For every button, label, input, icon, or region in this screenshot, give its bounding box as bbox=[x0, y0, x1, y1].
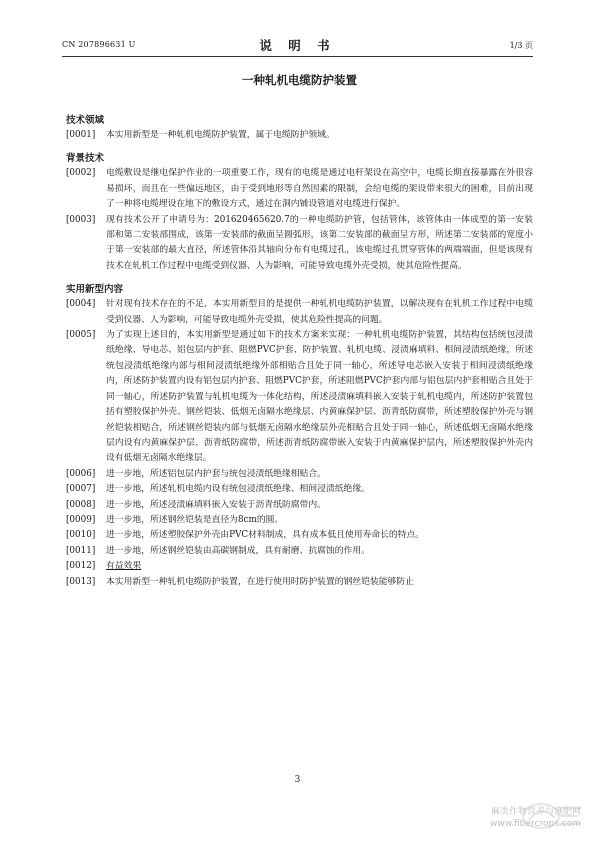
paragraph-number: [0010] bbox=[66, 530, 96, 541]
document-body bbox=[66, 72, 533, 590]
paragraph bbox=[66, 528, 533, 543]
page-indicator: 1/3 页 bbox=[509, 41, 533, 50]
watermark-line-2: www.fibercrops.com bbox=[490, 819, 581, 829]
paragraph-text: 进一步地，所述轧机电缆内设有统包浸渍纸绝缘、相间浸渍纸绝缘。 bbox=[106, 484, 370, 495]
paragraph-number: [0006] bbox=[66, 468, 96, 479]
paragraph-text: 为了实现上述目的，本实用新型是通过如下的技术方案来实现：一种轧机电缆防护装置，其结构包括统包浸渍纸绝缘、导电芯、铝包层内护套、阻燃PVC护套、防护装置、轧机电缆、浸渍麻填料、相间浸渍纸绝缘，所述统包浸渍纸绝缘内部与相间浸渍纸绝缘外部相贴合且处于同一轴心，所述导电芯嵌入安装于相间浸渍纸绝缘内，所述防护装置内设有铝包层内护套、阻燃PVC护套，所述阻燃PVC护套内部与铝包层内护套相贴合且处于同一轴心，所述防护装置与轧机电缆为一体化结构，所述浸渍麻填料嵌入安装于轧机电缆内，所述防护装置包括有塑胶保护外壳、钢丝铠装、低烟无卤隔水绝缘层、内黄麻保护层、沥青纸防腐带，所述塑胶保护外壳与钢丝铠装相贴合，所述钢丝铠装内部与低烟无卤隔水绝缘层外壳相贴合且处于同一轴心，所述低烟无卤隔水绝缘层内设有内黄麻保护层、沥青纸防腐带，所述沥青纸防腐带嵌入安装于内黄麻保护层内，所述塑胶保护外壳内设有低烟无卤隔水绝缘层。 bbox=[106, 330, 533, 464]
watermark-line-1: 麻类作物营养与施肥网 bbox=[490, 807, 581, 817]
paragraph-number: [0007] bbox=[66, 484, 96, 495]
paragraph-number: [0013] bbox=[66, 576, 96, 587]
paragraph bbox=[66, 544, 533, 559]
paragraph bbox=[66, 559, 533, 574]
section-heading: 背景技术 bbox=[66, 153, 105, 165]
paragraph-text: 本实用新型是一种轧机电缆防护装置，属于电缆防护领域。 bbox=[106, 130, 335, 140]
paragraph bbox=[66, 467, 533, 482]
paragraph-number: [0011] bbox=[66, 545, 96, 556]
paragraph-text: 有益效果 bbox=[106, 561, 142, 572]
paragraph bbox=[66, 482, 533, 497]
paragraph-text: 现有技术公开了申请号为：201620465620.7的一种电缆防护管，包括管体，该管体由一体成型的第一安装部和第二安装部围成，该第一安装部的截面呈圆弧形，该第二安装部的截面呈方形，所述第二安装部的宽度小于第一安装部的最大直径，所述管体沿其轴向分布有电缆过孔，该电缆过孔贯穿管体的两端端面，但是该现有技术在轧机工作过程中电缆受到仪器、人为影响，可能导致电缆外壳受损，使其危险性提高。 bbox=[106, 214, 533, 271]
paragraph-number: [0008] bbox=[66, 499, 96, 510]
section-heading: 技术领域 bbox=[66, 115, 105, 126]
document-title: 一种轧机电缆防护装置 bbox=[242, 73, 357, 87]
paragraph-number: [0004] bbox=[66, 299, 96, 310]
paragraph-text: 进一步地，所述钢丝铠装是直径为8cm的圆。 bbox=[106, 514, 284, 525]
paragraph-number: [0001] bbox=[66, 130, 96, 140]
header-title: 说 明 书 bbox=[259, 38, 336, 53]
paragraph bbox=[66, 297, 533, 328]
paragraph-text: 本实用新型一种轧机电缆防护装置，在进行使用时防护装置的钢丝铠装能够防止 bbox=[106, 576, 414, 587]
section-heading: 实用新型内容 bbox=[66, 284, 124, 296]
paragraph-text: 进一步地，所述塑胶保护外壳由PVC材料制成，具有成本低且使用寿命长的特点。 bbox=[106, 530, 425, 541]
paragraph bbox=[66, 328, 533, 467]
paragraph-text: 进一步地，所述铝包层内护套与统包浸渍纸绝缘相贴合。 bbox=[106, 468, 326, 479]
paragraph bbox=[66, 166, 533, 212]
paragraph bbox=[66, 498, 533, 513]
paragraph-number: [0005] bbox=[66, 330, 96, 341]
page-header bbox=[62, 36, 533, 57]
paragraph bbox=[66, 213, 533, 275]
paragraph-number: [0003] bbox=[66, 214, 96, 225]
paragraph-number: [0009] bbox=[66, 514, 96, 525]
paragraph bbox=[66, 128, 533, 143]
paragraph bbox=[66, 513, 533, 528]
paragraph-text: 进一步地，所述浸渍麻填料嵌入安装于沥青纸防腐带内。 bbox=[106, 499, 326, 510]
watermark bbox=[490, 806, 581, 830]
page-number: 3 bbox=[294, 775, 301, 785]
doc-number: CN 207896631 U bbox=[62, 40, 136, 49]
paragraph-number: [0002] bbox=[66, 168, 96, 179]
paragraph bbox=[66, 575, 533, 590]
paragraph-text: 针对现有技术存在的不足，本实用新型目的是提供一种轧机电缆防护装置，以解决现有在轧机工作过程中电缆受到仪器、人为影响，可能导致电缆外壳受损，使其危险性提高的问题。 bbox=[106, 299, 533, 325]
paragraph-text: 进一步地，所述钢丝铠装由高碳钢制成，具有耐磨、抗腐蚀的作用。 bbox=[106, 545, 370, 556]
paragraph-number: [0012] bbox=[66, 561, 96, 572]
paragraph-text: 电缆敷设是继电保护作业的一项重要工作，现有的电缆是通过电杆架设在高空中，电缆长期直接暴露在外很容易损坏，而且在一些偏远地区，由于受到地形等自然因素的限制，会给电缆的架设带来很大的困难，目前出现了一种将电缆埋设在地下的敷设方式，通过在洞内铺设管道对电缆进行保护。 bbox=[106, 168, 533, 210]
